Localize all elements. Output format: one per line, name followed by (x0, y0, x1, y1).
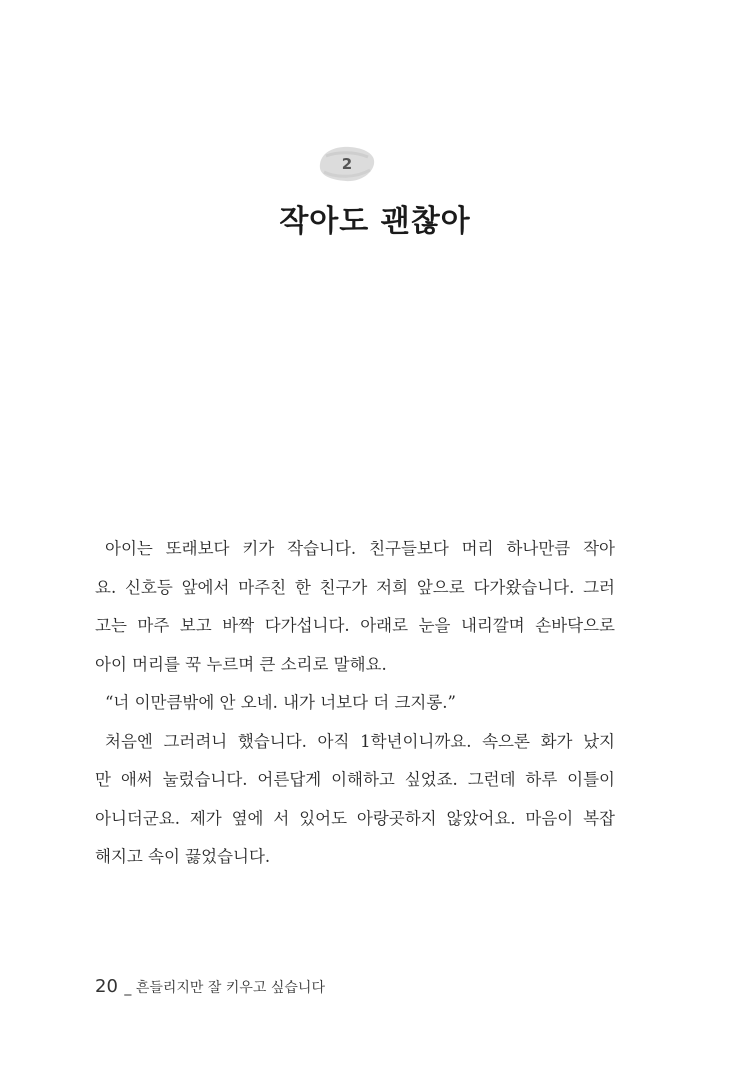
chapter-title: 작아도 괜찮아 (279, 204, 471, 239)
body-line: 요. 신호등 앞에서 마주친 한 친구가 저희 앞으로 다가왔습니다. 그러 (95, 577, 615, 597)
page-number: 20 (95, 976, 118, 997)
body-line: 해지고 속이 끓었습니다. (95, 847, 271, 866)
footer-separator: _ (124, 980, 132, 996)
chapter-badge (314, 142, 380, 186)
body-line: “너 이만큼밖에 안 오네. 내가 너보다 더 크지롱.” (105, 693, 456, 712)
body-line: 처음엔 그러려니 했습니다. 아직 1학년이니까요. 속으론 화가 났지 (105, 731, 615, 751)
body-line: 고는 마주 보고 바짝 다가섭니다. 아래로 눈을 내리깔며 손바닥으로 (95, 616, 615, 635)
page-footer (95, 976, 325, 997)
body-line: 아이는 또래보다 키가 작습니다. 친구들보다 머리 하나만큼 작아 (105, 539, 615, 558)
body-line: 아이 머리를 꾹 누르며 큰 소리로 말해요. (95, 654, 387, 674)
book-title: 흔들리지만 잘 키우고 싶습니다 (135, 980, 325, 996)
chapter-number: 2 (341, 155, 353, 173)
body-line: 아니더군요. 제가 옆에 서 있어도 아랑곳하지 않았어요. 마음이 복잡 (95, 808, 615, 828)
body-line: 만 애써 눌렀습니다. 어른답게 이해하고 싶었죠. 그런데 하루 이틀이 (95, 770, 615, 789)
body-text (95, 530, 615, 877)
